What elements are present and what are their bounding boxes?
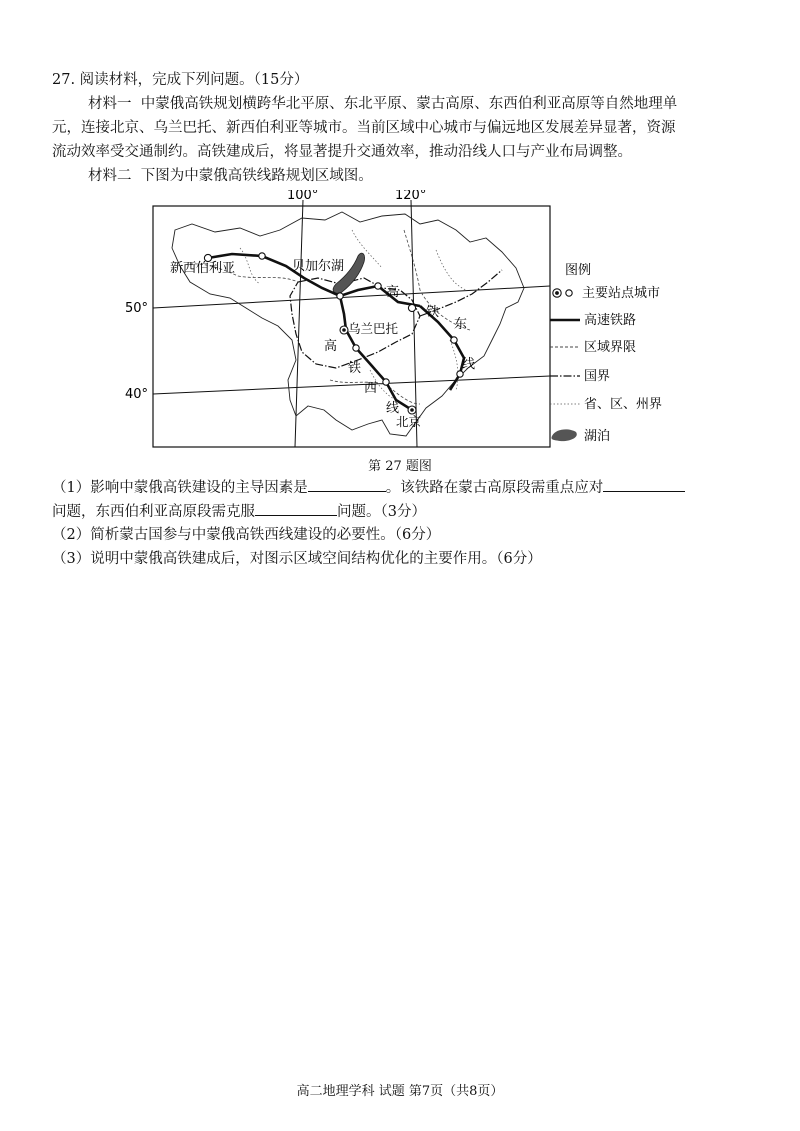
page-footer: 高二地理学科 试题 第7页（共8页） bbox=[296, 1084, 504, 1099]
label-ulaanbaatar: 乌兰巴托 bbox=[348, 321, 399, 336]
rail-route-map bbox=[120, 190, 720, 460]
route-char-5: 高 bbox=[324, 339, 338, 354]
province-boundary-3 bbox=[436, 250, 466, 290]
legend-item-border: 国界 bbox=[584, 369, 611, 384]
route-char-6: 铁 bbox=[348, 361, 362, 376]
material2-line bbox=[88, 166, 373, 186]
material1-line2: 元，连接北京、乌兰巴托、新西伯利亚等城市。当前区域中心城市与偏远地区发展差异显著，资源 bbox=[52, 120, 676, 136]
legend-city-icon-minor bbox=[566, 290, 572, 296]
q1-line2 bbox=[52, 501, 426, 522]
answer-blank-1[interactable] bbox=[308, 477, 386, 492]
station-beijing-dot bbox=[410, 408, 414, 412]
material1-text-1: 中蒙俄高铁规划横跨华北平原、东北平原、蒙古高原、东西伯利亚高原等自然地理单 bbox=[140, 96, 678, 112]
label-beijing: 北京 bbox=[396, 414, 422, 429]
parallel-50 bbox=[153, 286, 550, 308]
q1-text-1: （1）影响中蒙俄高铁建设的主导因素是 bbox=[52, 480, 308, 496]
legend-lake-icon bbox=[551, 429, 576, 441]
material2-text: 下图为中蒙俄高铁线路规划区域图。 bbox=[140, 168, 373, 184]
province-boundary-1 bbox=[240, 248, 260, 284]
material1-line3: 流动效率受交通制约。高铁建成后，将显著提升交通效率，推动沿线人口与产业布局调整。 bbox=[52, 144, 632, 160]
station-ulaanbaatar-dot bbox=[342, 328, 346, 332]
route-char-1: 高 bbox=[386, 285, 400, 300]
q3-line: （3）说明中蒙俄高铁建成后，对图示区域空间结构优化的主要作用。（6分） bbox=[52, 551, 542, 567]
station-minor-7 bbox=[353, 345, 359, 351]
answer-blank-3[interactable] bbox=[255, 501, 337, 516]
legend-item-rail: 高速铁路 bbox=[584, 313, 637, 328]
answer-blank-2[interactable] bbox=[603, 477, 685, 492]
legend-item-stations: 主要站点城市 bbox=[582, 286, 661, 301]
legend-item-province: 省、区、州界 bbox=[584, 397, 663, 412]
station-minor-3 bbox=[375, 283, 381, 289]
lat-label-50: 50° bbox=[125, 301, 149, 316]
route-char-4: 线 bbox=[462, 357, 476, 372]
q1-text-3: 问题，东西伯利亚高原段需克服 bbox=[52, 504, 255, 520]
q2-line: （2）简析蒙古国参与中蒙俄高铁西线建设的必要性。（6分） bbox=[52, 527, 441, 543]
route-char-3: 东 bbox=[454, 317, 468, 332]
station-minor-8 bbox=[383, 379, 389, 385]
map-legend bbox=[550, 263, 662, 444]
q1-text-2: 。该铁路在蒙古高原段需重点应对 bbox=[385, 480, 604, 496]
label-novosibirsk: 新西伯利亚 bbox=[170, 261, 236, 276]
label-baikal: 贝加尔湖 bbox=[292, 259, 345, 274]
route-char-8: 线 bbox=[386, 401, 400, 416]
station-minor-4 bbox=[408, 304, 415, 311]
legend-city-icon-major-dot bbox=[555, 291, 559, 295]
lon-label-100: 100° bbox=[287, 190, 319, 203]
route-char-2: 铁 bbox=[426, 305, 440, 320]
station-minor-5 bbox=[451, 337, 457, 343]
parallel-40 bbox=[153, 376, 550, 394]
lat-label-40: 40° bbox=[125, 387, 149, 402]
legend-title: 图例 bbox=[565, 263, 592, 278]
question-heading: 27. 阅读材料，完成下列问题。（15分） bbox=[52, 72, 309, 88]
station-minor-1 bbox=[259, 253, 265, 259]
material1-line1 bbox=[88, 94, 677, 114]
material2-label: 材料二 bbox=[88, 168, 132, 184]
q1-line1 bbox=[52, 477, 685, 498]
station-minor-2 bbox=[337, 293, 343, 299]
q1-text-4: 问题。（3分） bbox=[337, 504, 426, 520]
meridian-100 bbox=[295, 200, 303, 447]
figure-caption: 第 27 题图 bbox=[368, 459, 432, 474]
material1-label: 材料一 bbox=[88, 96, 132, 112]
route-char-7: 西 bbox=[364, 381, 378, 396]
lon-label-120: 120° bbox=[395, 190, 427, 203]
legend-item-region: 区域界限 bbox=[584, 340, 637, 355]
legend-item-lake: 湖泊 bbox=[584, 429, 611, 444]
